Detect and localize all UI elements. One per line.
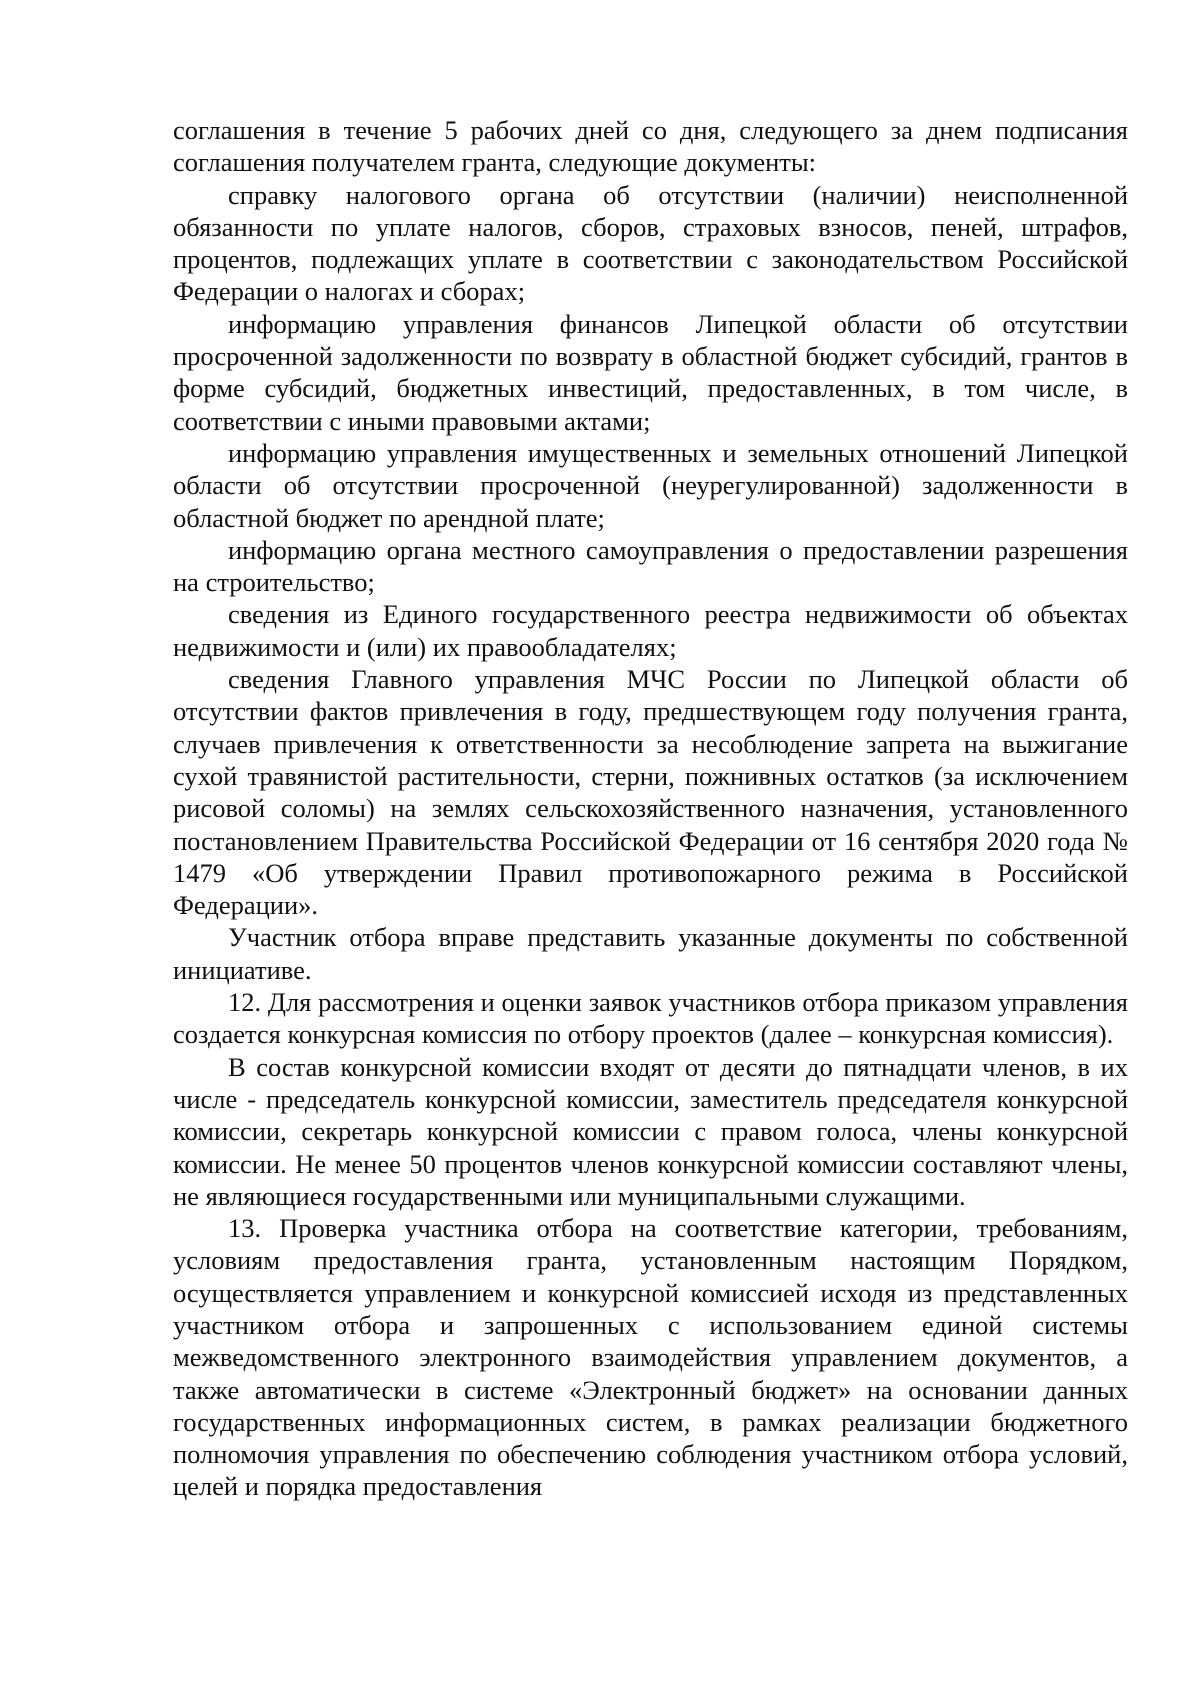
paragraph-real-estate-registry: сведения из Единого государственного реестра недвижимости об объектах недвижимости и (или) их правообладателях; (173, 599, 1128, 662)
paragraph-continuation: соглашения в течение 5 рабочих дней со дня, следующего за днем подписания соглашения получателем гранта, следующие документы: (173, 115, 1128, 178)
paragraph-construction-permit: информацию органа местного самоуправления о предоставлении разрешения на строительство; (173, 534, 1128, 598)
paragraph-tax-certificate: справку налогового органа об отсутствии (наличии) неисполненной обязанности по уплате налогов, сборов, страховых взносов, пеней, штрафов, процентов, подлежащих уплате в соответствии с законодательством Российской Федерации о налогах и сборах; (173, 179, 1128, 307)
document-page (173, 114, 1128, 1503)
paragraph-finance-info: информацию управления финансов Липецкой области об отсутствии просроченной задолженности по возврату в областной бюджет субсидий, грантов в форме субсидий, бюджетных инвестиций, предоставленных, в том числе, в соответствии с иными правовыми актами; (173, 308, 1128, 436)
paragraph-commission-composition: В состав конкурсной комиссии входят от десяти до пятнадцати членов, в их числе - председатель конкурсной комиссии, заместитель председателя конкурсной комиссии, секретарь конкурсной комиссии с правом голоса, члены конкурсной комиссии. Не менее 50 процентов членов конкурсной комиссии составляют члены, не являющиеся государственными или муниципальными служащими. (173, 1051, 1128, 1211)
paragraph-emergency-ministry-info: сведения Главного управления МЧС России по Липецкой области об отсутствии фактов привлечения в году, предшествующем году получения гранта, случаев привлечения к ответственности за несоблюдение запрета на выжигание сухой травянистой растительности, стерни, пожнивных остатков (за исключением рисовой соломы) на землях сельскохозяйственного назначения, установленного постановлением Правительства Российской Федерации от 16 сентября 2020 года № 1479 «Об утверждении Правил противопожарного режима в Российской Федерации». (173, 664, 1128, 921)
paragraph-own-initiative: Участник отбора вправе представить указанные документы по собственной инициативе. (173, 922, 1128, 985)
paragraph-section-12: 12. Для рассмотрения и оценки заявок участников отбора приказом управления создается конкурсная комиссия по отбору проектов (далее – конкурсная комиссия). (173, 987, 1128, 1050)
paragraph-section-13: 13. Проверка участника отбора на соответствие категории, требованиям, условиям предоставления гранта, установленным настоящим Порядком, осуществляется управлением и конкурсной комиссией исходя из представленных участником отбора и запрошенных с использованием единой системы межведомственного электронного взаимодействия управлением документов, а также автоматически в системе «Электронный бюджет» на основании данных государственных информационных систем, в рамках реализации бюджетного полномочия управления по обеспечению соблюдения участником отбора условий, целей и порядка предоставления (173, 1213, 1128, 1502)
paragraph-property-info: информацию управления имущественных и земельных отношений Липецкой области об отсутствии просроченной (неурегулированной) задолженности в областной бюджет по арендной плате; (173, 437, 1128, 533)
